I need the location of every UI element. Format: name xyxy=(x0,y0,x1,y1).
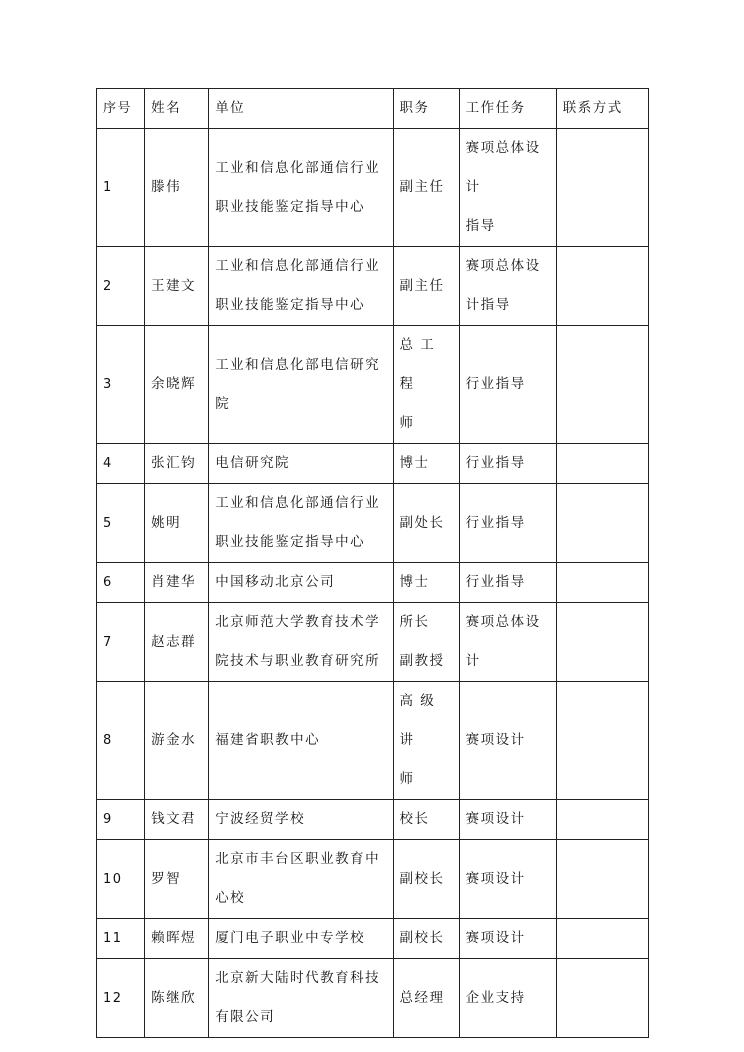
organization xyxy=(209,682,393,800)
row-number: 7 xyxy=(97,603,145,682)
work-task xyxy=(459,326,556,444)
person-name: 游金水 xyxy=(145,682,209,800)
job-title xyxy=(393,484,459,563)
contact-info xyxy=(556,959,648,1038)
work-task-line: 赛项设计 xyxy=(465,732,526,748)
contact-info xyxy=(556,800,648,840)
table-row xyxy=(97,484,649,563)
job-title xyxy=(393,563,459,603)
work-task-line: 计 xyxy=(465,653,481,669)
contact-info xyxy=(556,484,648,563)
work-task xyxy=(459,603,556,682)
work-task xyxy=(459,682,556,800)
job-title-line: 校长 xyxy=(399,811,430,827)
job-title-line: 师 xyxy=(399,415,415,431)
table-row xyxy=(97,444,649,484)
table-row xyxy=(97,247,649,326)
organization xyxy=(209,326,393,444)
job-title xyxy=(393,603,459,682)
person-name: 钱文君 xyxy=(145,800,209,840)
job-title-line: 副教授 xyxy=(399,653,445,669)
job-title-line: 师 xyxy=(399,771,415,787)
header-unit: 单位 xyxy=(209,89,393,129)
table-row xyxy=(97,563,649,603)
work-task-line: 行业指导 xyxy=(465,574,526,590)
table-row xyxy=(97,800,649,840)
work-task xyxy=(459,959,556,1038)
contact-info xyxy=(556,129,648,247)
job-title xyxy=(393,129,459,247)
contact-info xyxy=(556,326,648,444)
work-task-line: 赛项总体设 xyxy=(465,258,541,274)
work-task xyxy=(459,563,556,603)
organization-line: 福建省职教中心 xyxy=(215,732,321,748)
organization-line: 工业和信息化部通信行业 xyxy=(215,495,381,511)
person-name: 肖建华 xyxy=(145,563,209,603)
organization-line: 心校 xyxy=(215,890,246,906)
organization-line: 工业和信息化部通信行业 xyxy=(215,258,381,274)
table-row xyxy=(97,682,649,800)
person-name: 罗智 xyxy=(145,840,209,919)
table-header-row xyxy=(97,89,649,129)
work-task-line: 行业指导 xyxy=(465,514,526,531)
organization-line: 职业技能鉴定指导中心 xyxy=(215,297,366,313)
job-title-line: 高 级 讲 xyxy=(399,693,436,748)
person-name: 陈继欣 xyxy=(145,959,209,1038)
contact-info xyxy=(556,247,648,326)
job-title xyxy=(393,247,459,326)
job-title-line: 副主任 xyxy=(399,277,445,294)
job-title-line: 所长 xyxy=(399,614,430,630)
organization-line: 电信研究院 xyxy=(215,455,291,471)
organization-line: 北京新大陆时代教育科技 xyxy=(215,970,381,986)
organization xyxy=(209,444,393,484)
person-name: 赵志群 xyxy=(145,603,209,682)
header-title: 职务 xyxy=(393,89,459,129)
row-number: 10 xyxy=(97,840,145,919)
job-title-line: 副处长 xyxy=(399,514,445,531)
table-row xyxy=(97,840,649,919)
job-title-line: 总经理 xyxy=(399,989,445,1006)
organization-line: 工业和信息化部电信研究 xyxy=(215,356,381,373)
work-task xyxy=(459,129,556,247)
job-title xyxy=(393,800,459,840)
staff-table xyxy=(96,88,649,1038)
contact-info xyxy=(556,919,648,959)
job-title xyxy=(393,840,459,919)
table-body xyxy=(97,129,649,1038)
header-contact: 联系方式 xyxy=(556,89,648,129)
job-title xyxy=(393,959,459,1038)
table-row xyxy=(97,959,649,1038)
organization-line: 职业技能鉴定指导中心 xyxy=(215,198,366,215)
job-title xyxy=(393,444,459,484)
job-title-line: 副校长 xyxy=(399,870,445,887)
job-title xyxy=(393,682,459,800)
header-name: 姓名 xyxy=(145,89,209,129)
contact-info xyxy=(556,563,648,603)
work-task-line: 赛项总体设 xyxy=(465,140,541,156)
organization xyxy=(209,484,393,563)
work-task xyxy=(459,919,556,959)
organization xyxy=(209,563,393,603)
row-number: 9 xyxy=(97,800,145,840)
work-task-line: 赛项总体设 xyxy=(465,614,541,630)
work-task-line: 计 xyxy=(465,179,481,195)
organization xyxy=(209,603,393,682)
organization xyxy=(209,800,393,840)
organization-line: 有限公司 xyxy=(215,1009,276,1025)
job-title-line: 副校长 xyxy=(399,930,445,946)
job-title-line: 博士 xyxy=(399,574,430,590)
organization-line: 院技术与职业教育研究所 xyxy=(215,653,381,669)
person-name: 赖晖煜 xyxy=(145,919,209,959)
person-name: 余晓辉 xyxy=(145,326,209,444)
row-number: 8 xyxy=(97,682,145,800)
job-title-line: 副主任 xyxy=(399,179,445,195)
row-number: 4 xyxy=(97,444,145,484)
work-task-line: 赛项设计 xyxy=(465,811,526,827)
header-no: 序号 xyxy=(97,89,145,129)
contact-info xyxy=(556,603,648,682)
organization-line: 厦门电子职业中专学校 xyxy=(215,930,366,946)
organization-line: 北京师范大学教育技术学 xyxy=(215,614,381,630)
work-task-line: 行业指导 xyxy=(465,376,526,392)
organization-line: 中国移动北京公司 xyxy=(215,574,336,590)
person-name: 张汇钧 xyxy=(145,444,209,484)
row-number: 6 xyxy=(97,563,145,603)
row-number: 5 xyxy=(97,484,145,563)
job-title-line: 总 工 程 xyxy=(399,337,436,392)
person-name: 姚明 xyxy=(145,484,209,563)
job-title xyxy=(393,919,459,959)
work-task-line: 赛项设计 xyxy=(465,930,526,946)
organization-line: 院 xyxy=(215,395,231,412)
row-number: 3 xyxy=(97,326,145,444)
person-name: 王建文 xyxy=(145,247,209,326)
work-task-line: 计指导 xyxy=(465,297,511,313)
job-title-line: 博士 xyxy=(399,455,430,471)
person-name: 滕伟 xyxy=(145,129,209,247)
organization xyxy=(209,129,393,247)
row-number: 12 xyxy=(97,959,145,1038)
organization-line: 北京市丰台区职业教育中 xyxy=(215,851,381,867)
work-task-line: 赛项设计 xyxy=(465,870,526,887)
organization-line: 职业技能鉴定指导中心 xyxy=(215,534,366,550)
header-task: 工作任务 xyxy=(459,89,556,129)
work-task-line: 行业指导 xyxy=(465,455,526,471)
row-number: 11 xyxy=(97,919,145,959)
organization-line: 宁波经贸学校 xyxy=(215,811,306,827)
table-row xyxy=(97,326,649,444)
job-title xyxy=(393,326,459,444)
work-task-line: 企业支持 xyxy=(465,989,526,1006)
contact-info xyxy=(556,444,648,484)
work-task-line: 指导 xyxy=(465,218,496,234)
row-number: 1 xyxy=(97,129,145,247)
table-row xyxy=(97,129,649,247)
work-task xyxy=(459,800,556,840)
organization xyxy=(209,840,393,919)
table-row xyxy=(97,919,649,959)
organization-line: 工业和信息化部通信行业 xyxy=(215,159,381,176)
work-task xyxy=(459,840,556,919)
organization xyxy=(209,247,393,326)
contact-info xyxy=(556,682,648,800)
organization xyxy=(209,919,393,959)
work-task xyxy=(459,444,556,484)
table-row xyxy=(97,603,649,682)
work-task xyxy=(459,247,556,326)
work-task xyxy=(459,484,556,563)
contact-info xyxy=(556,840,648,919)
row-number: 2 xyxy=(97,247,145,326)
organization xyxy=(209,959,393,1038)
